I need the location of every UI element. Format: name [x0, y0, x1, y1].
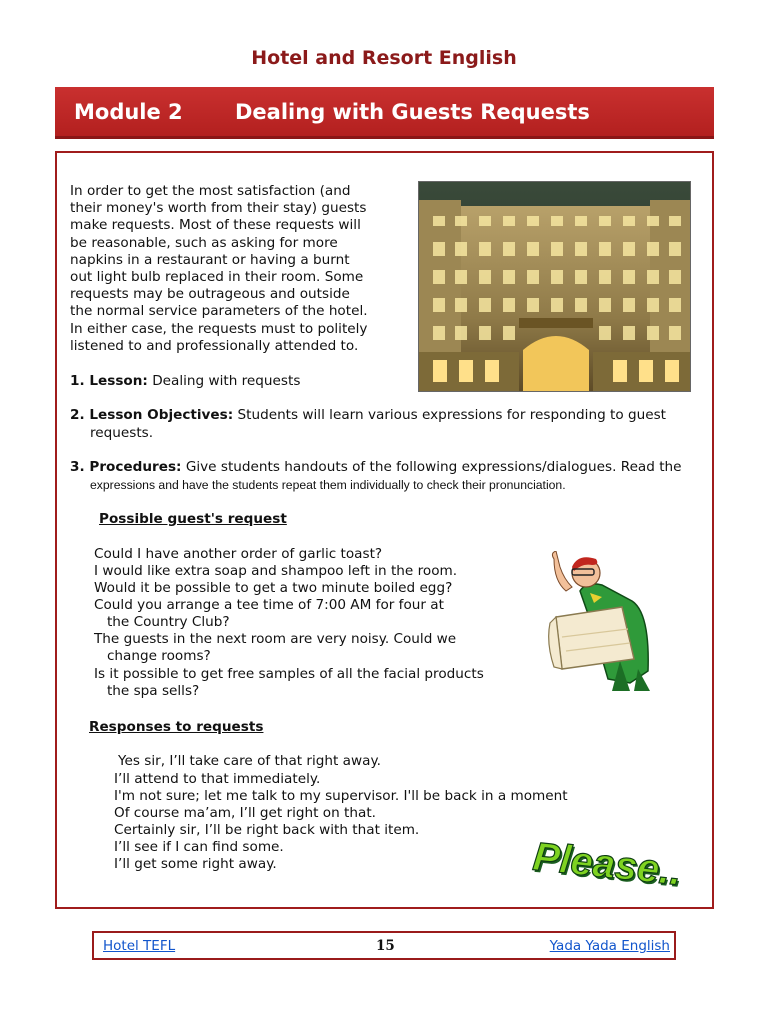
procedures-text-continued: expressions and have the students repeat them individually to check their pronunciation. [90, 478, 566, 492]
request-line: the spa sells? [94, 683, 200, 699]
lesson-content-box [55, 151, 714, 909]
procedures-label: 3. Procedures: [70, 459, 182, 475]
intro-line: napkins in a restaurant or having a burnt [70, 251, 350, 268]
module-title: Dealing with Guests Requests [235, 100, 590, 124]
requests-heading: Possible guest's request [99, 511, 287, 527]
request-line: Could I have another order of garlic toast? [94, 546, 383, 562]
bellhop-cartoon [542, 551, 672, 696]
request-line: The guests in the next room are very noisy. Could we [94, 631, 457, 647]
footer-link-hotel-tefl[interactable]: Hotel TEFL [103, 938, 176, 954]
intro-line: their money's worth from their stay) guests [70, 200, 367, 217]
footer-link-yada-yada-english[interactable]: Yada Yada English [549, 938, 670, 954]
intro-line: In either case, the requests must to politely [70, 320, 368, 337]
intro-line: out light bulb replaced in their room. Some [70, 269, 364, 286]
request-line: the Country Club? [94, 614, 230, 630]
response-line: I’ll see if I can find some. [114, 839, 284, 855]
lesson-label: 1. Lesson: [70, 373, 148, 389]
request-line: I would like extra soap and shampoo left in the room. [94, 563, 458, 579]
request-line: Could you arrange a tee time of 7:00 AM for four at [94, 597, 444, 613]
please-art-shadow: Please... [532, 836, 679, 893]
page-footer [92, 931, 676, 960]
response-line: Yes sir, I’ll take care of that right away. [118, 753, 381, 769]
lesson-item [70, 373, 300, 390]
lesson-text: Dealing with requests [152, 373, 301, 389]
please-art-text: Please... [530, 834, 679, 893]
responses-heading: Responses to requests [89, 719, 264, 735]
module-number: Module 2 [74, 100, 183, 124]
procedures-text: Give students handouts of the following expressions/dialogues. Read the [185, 459, 682, 475]
intro-line: In order to get the most satisfaction (and [70, 183, 351, 199]
request-line: Would it be possible to get a two minute boiled egg? [94, 580, 453, 596]
response-line: I’ll attend to that immediately. [114, 771, 321, 787]
objectives-label: 2. Lesson Objectives: [70, 407, 234, 423]
document-title: Hotel and Resort English [251, 47, 517, 69]
page-number: 15 [376, 938, 395, 954]
procedures-item [70, 459, 682, 476]
response-line: I’ll get some right away. [114, 856, 277, 872]
response-line: I'm not sure; let me talk to my supervisor. I'll be back in a moment [114, 788, 568, 804]
intro-paragraph [70, 183, 390, 355]
intro-line: make requests. Most of these requests will [70, 217, 361, 234]
response-line: Of course ma’am, I’ll get right on that. [114, 805, 376, 821]
objectives-text: Students will learn various expressions for responding to guest [237, 407, 667, 423]
objectives-text-continued: requests. [90, 425, 154, 441]
intro-line: the normal service parameters of the hotel. [70, 303, 368, 320]
request-line: Is it possible to get free samples of all the facial products [94, 666, 484, 682]
intro-line: requests may be outrageous and outside [70, 286, 350, 303]
response-line: Certainly sir, I’ll be right back with that item. [114, 822, 420, 838]
hotel-photo [418, 181, 691, 392]
objectives-item [70, 407, 666, 424]
module-banner [55, 87, 714, 139]
request-line: change rooms? [94, 648, 211, 664]
please-word-art [529, 833, 679, 893]
intro-line: listened to and professionally attended to. [70, 337, 359, 354]
intro-line: be reasonable, such as asking for more [70, 234, 338, 251]
